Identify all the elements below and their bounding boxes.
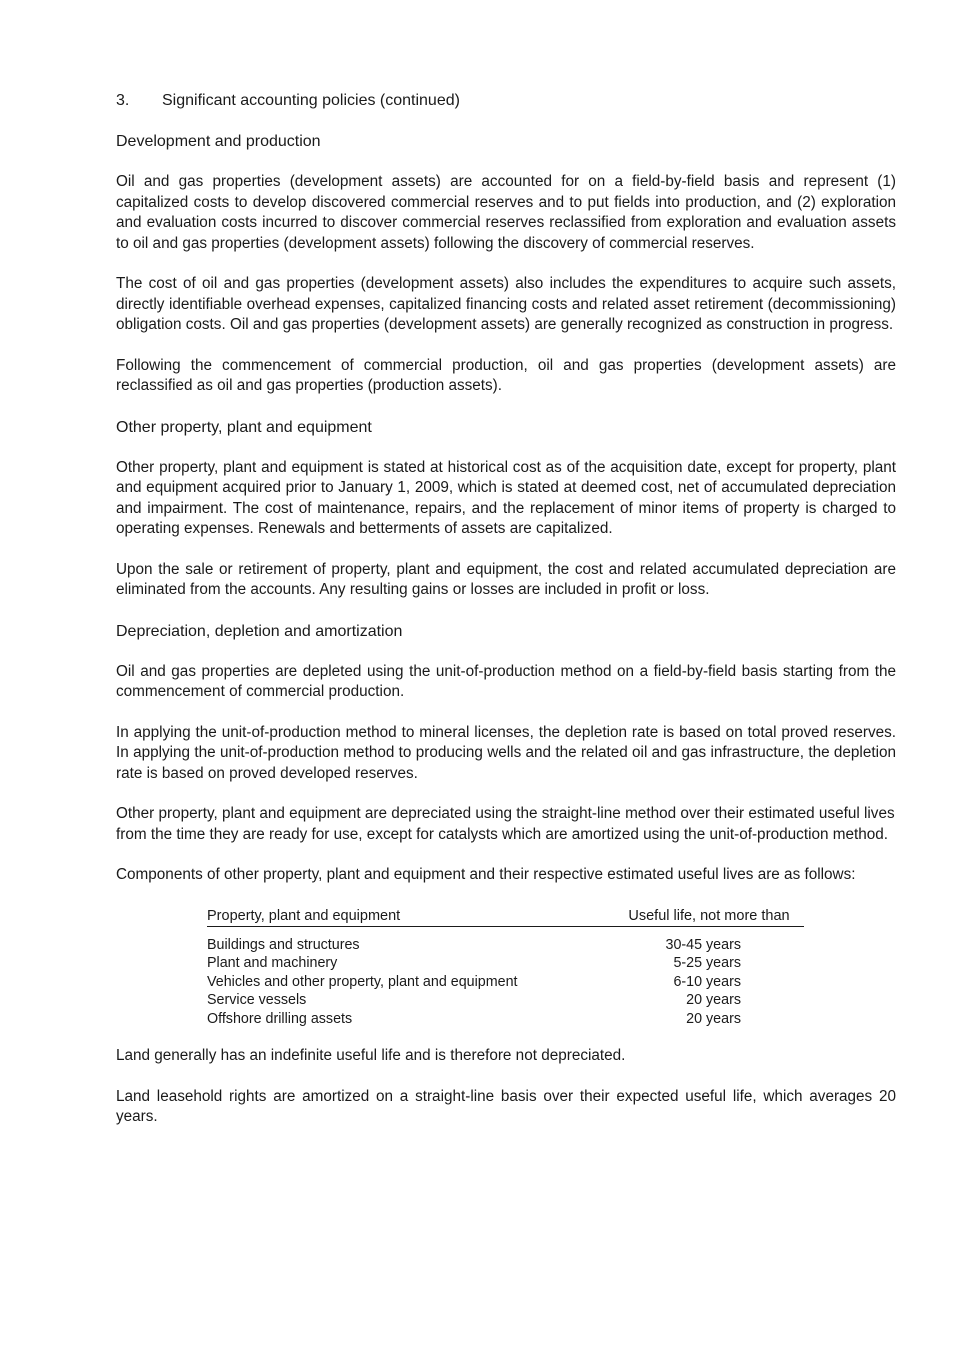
- table-cell-asset: Offshore drilling assets: [207, 1010, 353, 1027]
- heading-development-production: Development and production: [116, 133, 321, 150]
- table-body: [207, 936, 804, 1029]
- table-header-life: Useful life, not more than: [628, 907, 790, 924]
- table-cell-life: 5-25 years: [673, 955, 741, 972]
- table-row: [207, 936, 804, 955]
- paragraph-dev-3: Following the commencement of commercial production, oil and gas properties (development assets) are reclassified as oil and gas properties (production assets).: [116, 356, 896, 394]
- table-header-asset: Property, plant and equipment: [207, 907, 401, 924]
- table-row: [207, 991, 804, 1010]
- paragraph-ppe-1: Other property, plant and equipment is stated at historical cost as of the acquisition date, except for property, plant and equipment acquired prior to January 1, 2009, which is stated at deemed cost, net of accumulated depreciation and impairment. The cost of maintenance, repairs, and the replacement of minor items of property is charged to operating expenses. Renewals and betterments of assets are capitalized.: [116, 458, 896, 537]
- table-row: [207, 954, 804, 973]
- table-row: [207, 1010, 804, 1029]
- section-title-text: Significant accounting policies (continued): [162, 92, 460, 109]
- paragraph-dev-2: The cost of oil and gas properties (development assets) also includes the expenditures to acquire such assets, directly identifiable overhead expenses, capitalized financing costs and related asset retirement (decommissioning) obligation costs. Oil and gas properties (development assets) are generally recognized as construction in progress.: [116, 275, 896, 333]
- table-cell-life: 6-10 years: [673, 973, 741, 990]
- heading-other-ppe: Other property, plant and equipment: [116, 418, 372, 436]
- useful-lives-table: [207, 906, 804, 1029]
- table-row: [207, 973, 804, 992]
- table-cell-life: 20 years: [686, 992, 741, 1009]
- heading-dda: Depreciation, depletion and amortization: [116, 622, 403, 640]
- table-cell-asset: Plant and machinery: [207, 955, 338, 972]
- paragraph-land-2: Land leasehold rights are amortized on a straight-line basis over their expected useful life, which averages 20 years.: [116, 1087, 896, 1126]
- document-page: [116, 90, 896, 1148]
- table-cell-life: 30-45 years: [665, 936, 741, 953]
- paragraph-dda-3: Other property, plant and equipment are depreciated using the straight-line method over their estimated useful lives from the time they are ready for use, except for catalysts which are amortized using the unit-of-production method.: [116, 805, 895, 843]
- section-title: [116, 90, 896, 112]
- table-cell-asset: Buildings and structures: [207, 936, 360, 953]
- paragraph-dev-1: Oil and gas properties (development assets) are accounted for on a field-by-field basis and represent (1) capitalized costs to develop discovered commercial reserves and to put fields into production, and (2) exploration and evaluation costs incurred to discover commercial reserves reclassified from exploration and evaluation assets to oil and gas properties (development assets) following the discovery of commercial reserves.: [116, 173, 896, 252]
- table-header: [207, 906, 804, 927]
- paragraph-dda-1: Oil and gas properties are depleted using the unit-of-production method on a field-by-field basis starting from the commencement of commercial production.: [116, 662, 896, 700]
- paragraph-dda-4: Components of other property, plant and equipment and their respective estimated useful lives are as follows:: [116, 866, 856, 883]
- table-cell-life: 20 years: [686, 1010, 741, 1027]
- paragraph-dda-2: In applying the unit-of-production method to mineral licenses, the depletion rate is based on total proved reserves. In applying the unit-of-production method to producing wells and the related oil and gas infrastructure, the depletion rate is based on proved developed reserves.: [116, 723, 896, 782]
- paragraph-ppe-2: Upon the sale or retirement of property, plant and equipment, the cost and related accumulated depreciation are eliminated from the accounts. Any resulting gains or losses are included in profit or loss.: [116, 560, 896, 598]
- table-cell-asset: Service vessels: [207, 992, 307, 1009]
- table-cell-asset: Vehicles and other property, plant and equipment: [207, 973, 518, 990]
- paragraph-land-1: Land generally has an indefinite useful life and is therefore not depreciated.: [116, 1047, 626, 1065]
- section-number: 3.: [116, 92, 130, 109]
